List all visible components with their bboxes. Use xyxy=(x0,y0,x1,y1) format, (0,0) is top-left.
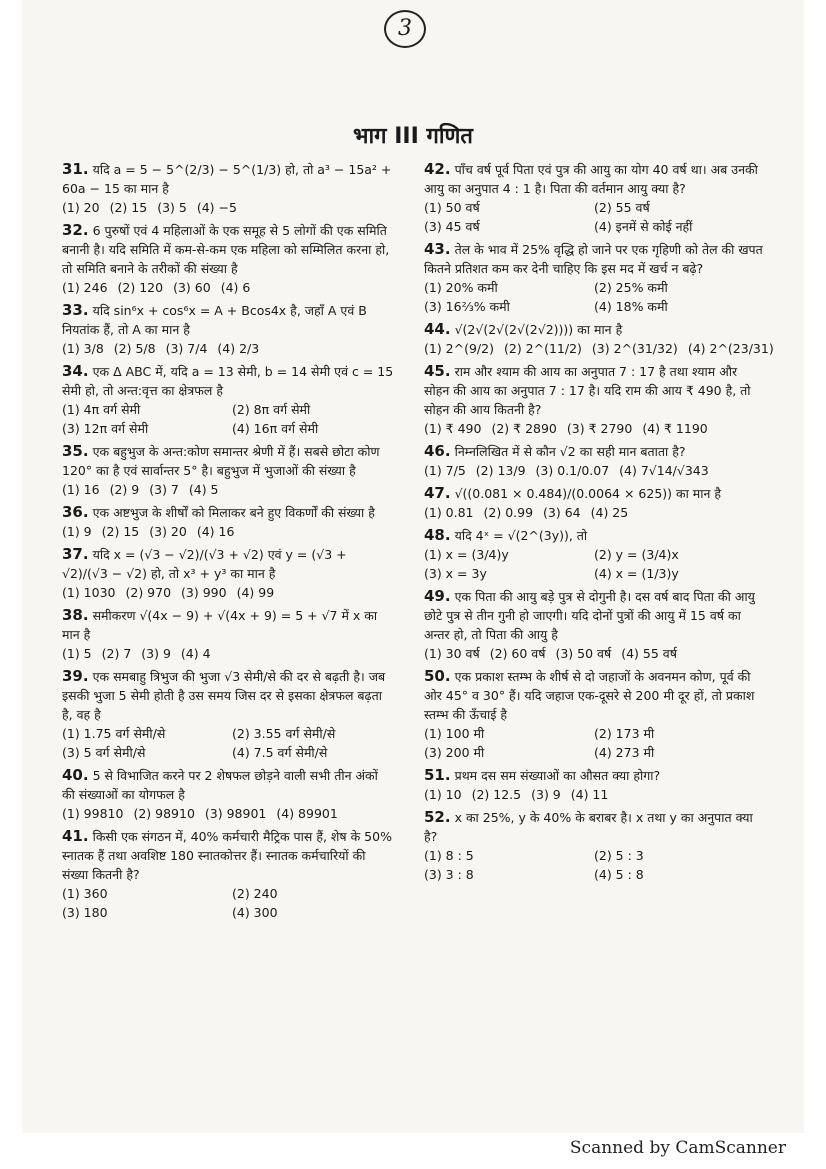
question-text: √((0.081 × 0.484)/(0.0064 × 625)) का मान है xyxy=(454,486,722,501)
question-42 xyxy=(424,160,764,236)
answer-option: (3) 200 मी xyxy=(424,745,485,760)
answer-option: (4) 7√14/√343 xyxy=(619,463,709,478)
page-number-circle: 3 xyxy=(384,10,426,48)
answer-option: (1) 50 वर्ष xyxy=(424,200,480,215)
answer-option: (4) 99 xyxy=(236,585,275,600)
options-list xyxy=(424,339,774,358)
question-text: एक बहुभुज के अन्त:कोण समान्तर श्रेणी में हैं। सबसे छोटा कोण 120° का है एवं सार्वान्तर 5° है। बहुभुज में भुजाओं की संख्या है xyxy=(62,444,380,478)
question-48 xyxy=(424,526,764,583)
answer-option: (1) 9 xyxy=(62,524,92,539)
question-number: 32. xyxy=(62,221,89,239)
answer-option: (3) 64 xyxy=(543,505,581,520)
answer-option: (4) 2/3 xyxy=(217,341,260,356)
answer-option: (1) 246 xyxy=(62,280,108,295)
question-text: राम और श्याम की आय का अनुपात 7 : 17 है तथा श्याम और सोहन की आय का अनुपात 7 : 17 है। यदि राम की आय ₹ 490 है, तो सोहन की आय कितनी है? xyxy=(424,364,751,417)
options-list xyxy=(424,724,764,762)
answer-option: (2) 12.5 xyxy=(471,787,522,802)
options-list xyxy=(62,522,394,541)
answer-option: (3) 45 वर्ष xyxy=(424,219,480,234)
answer-option: (1) 30 वर्ष xyxy=(424,646,480,661)
answer-option: (4) इनमें से कोई नहीं xyxy=(594,219,693,234)
answer-option: (2) 120 xyxy=(117,280,164,295)
answer-option: (1) 99810 xyxy=(62,806,124,821)
question-49 xyxy=(424,587,764,663)
answer-option: (3) 7/4 xyxy=(165,341,208,356)
answer-option: (4) 273 मी xyxy=(594,745,655,760)
options-list xyxy=(62,278,394,297)
question-39 xyxy=(62,667,394,762)
options-list xyxy=(62,480,394,499)
answer-option: (2) 7 xyxy=(101,646,132,661)
answer-option: (2) 15 xyxy=(101,524,140,539)
left-column xyxy=(62,160,394,926)
answer-option: (3) 2^(31/32) xyxy=(591,341,678,356)
answer-option: (4) 5 : 8 xyxy=(594,867,644,882)
answer-option: (1) 2^(9/2) xyxy=(424,341,494,356)
options-list xyxy=(62,583,394,602)
answer-option: (3) 0.1/0.07 xyxy=(535,463,610,478)
answer-option: (4) 89901 xyxy=(276,806,338,821)
answer-option: (2) 13/9 xyxy=(475,463,526,478)
question-number: 46. xyxy=(424,442,451,460)
answer-option: (2) 15 xyxy=(109,200,148,215)
answer-option: (1) 3/8 xyxy=(62,341,104,356)
answer-option: (1) 7/5 xyxy=(424,463,466,478)
answer-option: (4) 16 xyxy=(196,524,235,539)
question-43 xyxy=(424,240,764,316)
question-number: 41. xyxy=(62,827,89,845)
answer-option: (2) 55 वर्ष xyxy=(594,200,650,215)
options-list xyxy=(424,503,764,522)
question-45 xyxy=(424,362,764,438)
question-text: किसी एक संगठन में, 40% कर्मचारी मैट्रिक पास हैं, शेष के 50% स्नातक हैं तथा अवशिष्ट 180 स्नातकोत्तर हैं। स्नातक कर्मचारियों की संख्या कितनी है? xyxy=(62,829,392,882)
answer-option: (2) 5 : 3 xyxy=(594,848,644,863)
answer-option: (1) 5 xyxy=(62,646,92,661)
options-list xyxy=(424,278,764,316)
question-34 xyxy=(62,362,394,438)
question-36 xyxy=(62,503,394,541)
answer-option: (1) 0.81 xyxy=(424,505,474,520)
answer-option: (3) 20 xyxy=(149,524,187,539)
question-number: 51. xyxy=(424,766,451,784)
question-number: 35. xyxy=(62,442,89,460)
answer-option: (3) 5 xyxy=(157,200,187,215)
answer-option: (4) 16π वर्ग सेमी xyxy=(232,421,319,436)
answer-option: (2) 98910 xyxy=(133,806,195,821)
answer-option: (1) 1.75 वर्ग सेमी/से xyxy=(62,726,166,741)
question-text: एक अष्टभुज के शीर्षों को मिलाकर बने हुए विकर्णों की संख्या है xyxy=(92,505,375,520)
question-number: 37. xyxy=(62,545,89,563)
question-text: यदि sin⁶x + cos⁶x = A + Bcos4x है, जहाँ A एवं B नियतांक हैं, तो A का मान है xyxy=(62,303,367,337)
answer-option: (4) 7.5 वर्ग सेमी/से xyxy=(232,745,328,760)
question-number: 43. xyxy=(424,240,451,258)
answer-option: (1) 8 : 5 xyxy=(424,848,474,863)
answer-option: (1) 4π वर्ग सेमी xyxy=(62,402,141,417)
answer-option: (2) 173 मी xyxy=(594,726,655,741)
options-list xyxy=(424,461,764,480)
scanner-footer: Scanned by CamScanner xyxy=(569,1138,786,1158)
answer-option: (2) 240 xyxy=(232,886,278,901)
answer-option: (1) 360 xyxy=(62,886,108,901)
answer-option: (3) 3 : 8 xyxy=(424,867,474,882)
question-32 xyxy=(62,221,394,297)
answer-option: (2) 5/8 xyxy=(113,341,156,356)
question-52 xyxy=(424,808,764,884)
answer-option: (4) 6 xyxy=(220,280,251,295)
question-text: एक पिता की आयु बड़े पुत्र से दोगुनी है। दस वर्ष बाद पिता की आयु छोटे पुत्र से तीन गुनी हो जाएगी। यदि दोनों पुत्रों की आयु में 15 वर्ष का अन्तर हो, तो पिता की आयु है xyxy=(424,589,755,642)
question-46 xyxy=(424,442,764,480)
options-list xyxy=(424,419,764,438)
options-list xyxy=(424,545,764,583)
question-number: 31. xyxy=(62,160,89,178)
answer-option: (1) 20 xyxy=(62,200,100,215)
question-text: यदि a = 5 − 5^(2/3) − 5^(1/3) हो, तो a³ − 15a² + 60a − 15 का मान है xyxy=(62,162,392,196)
answer-option: (2) 970 xyxy=(125,585,172,600)
options-list xyxy=(62,884,394,922)
answer-option: (4) 4 xyxy=(180,646,211,661)
answer-option: (4) −5 xyxy=(196,200,237,215)
question-41 xyxy=(62,827,394,922)
answer-option: (2) ₹ 2890 xyxy=(491,421,557,436)
options-list xyxy=(424,785,764,804)
answer-option: (3) 16⅔% कमी xyxy=(424,299,510,314)
answer-option: (2) 2^(11/2) xyxy=(503,341,582,356)
answer-option: (1) 10 xyxy=(424,787,462,802)
answer-option: (3) 180 xyxy=(62,905,108,920)
question-number: 49. xyxy=(424,587,451,605)
answer-option: (3) 5 वर्ग सेमी/से xyxy=(62,745,146,760)
options-list xyxy=(424,846,764,884)
options-list xyxy=(62,400,394,438)
answer-option: (1) x = (3/4)y xyxy=(424,547,509,562)
options-list xyxy=(62,339,394,358)
answer-option: (4) 5 xyxy=(188,482,219,497)
answer-option: (2) 0.99 xyxy=(483,505,534,520)
question-47 xyxy=(424,484,764,522)
answer-option: (3) 9 xyxy=(531,787,561,802)
right-column xyxy=(424,160,774,888)
answer-option: (1) 1030 xyxy=(62,585,116,600)
answer-option: (2) 9 xyxy=(109,482,140,497)
answer-option: (3) 98901 xyxy=(204,806,267,821)
question-text: समीकरण √(4x − 9) + √(4x + 9) = 5 + √7 में x का मान है xyxy=(62,608,378,642)
options-list xyxy=(62,724,394,762)
answer-option: (3) 7 xyxy=(149,482,179,497)
question-number: 45. xyxy=(424,362,451,380)
question-33 xyxy=(62,301,394,358)
answer-option: (4) 18% कमी xyxy=(594,299,668,314)
answer-option: (1) 20% कमी xyxy=(424,280,498,295)
question-text: एक समबाहु त्रिभुज की भुजा √3 सेमी/से की दर से बढ़ती है। जब इसकी भुजा 5 सेमी होती है उस समय जिस दर से इसका क्षेत्रफल बढ़ता है, वह है xyxy=(62,669,386,722)
question-40 xyxy=(62,766,394,823)
answer-option: (3) ₹ 2790 xyxy=(566,421,633,436)
answer-option: (1) 16 xyxy=(62,482,100,497)
question-text: 5 से विभाजित करने पर 2 शेषफल छोड़ने वाली सभी तीन अंकों की संख्याओं का योगफल है xyxy=(62,768,378,802)
question-38 xyxy=(62,606,394,663)
answer-option: (1) ₹ 490 xyxy=(424,421,482,436)
question-51 xyxy=(424,766,764,804)
answer-option: (2) y = (3/4)x xyxy=(594,547,679,562)
question-number: 42. xyxy=(424,160,451,178)
question-text: 6 पुरुषों एवं 4 महिलाओं के एक समूह से 5 लोगों की एक समिति बनानी है। यदि समिति में कम-से-कम एक महिला को सम्मिलित करना हो, तो समिति बनाने के तरीकों की संख्या है xyxy=(62,223,390,276)
question-number: 47. xyxy=(424,484,451,502)
options-list xyxy=(424,198,764,236)
answer-option: (2) 25% कमी xyxy=(594,280,668,295)
options-list xyxy=(62,198,394,217)
question-text: प्रथम दस सम संख्याओं का औसत क्या होगा? xyxy=(454,768,661,783)
options-list xyxy=(424,644,764,663)
answer-option: (1) 100 मी xyxy=(424,726,485,741)
question-31 xyxy=(62,160,394,217)
answer-option: (4) 25 xyxy=(590,505,629,520)
question-50 xyxy=(424,667,764,762)
question-text: यदि 4ˣ = √(2^(3y)), तो xyxy=(454,528,588,543)
answer-option: (4) 11 xyxy=(570,787,609,802)
answer-option: (2) 3.55 वर्ग सेमी/से xyxy=(232,726,336,741)
answer-option: (4) x = (1/3)y xyxy=(594,566,679,581)
answer-option: (4) 2^(23/31) xyxy=(687,341,774,356)
question-44 xyxy=(424,320,774,358)
question-number: 52. xyxy=(424,808,451,826)
question-text: √(2√(2√(2√(2√2)))) का मान है xyxy=(454,322,623,337)
question-number: 44. xyxy=(424,320,451,338)
options-list xyxy=(62,644,394,663)
answer-option: (3) 9 xyxy=(141,646,171,661)
answer-option: (3) 990 xyxy=(181,585,227,600)
question-text: एक प्रकाश स्तम्भ के शीर्ष से दो जहाजों के अवनमन कोण, पूर्व की ओर 45° व 30° हैं। यदि जहाज एक-दूसरे से 200 मी दूर हों, तो प्रकाश स्तम्भ की ऊँचाई है xyxy=(424,669,755,722)
options-list xyxy=(62,804,394,823)
question-text: तेल के भाव में 25% वृद्धि हो जाने पर एक गृहिणी को तेल की खपत कितने प्रतिशत कम कर देनी चाहिए कि इस मद में खर्च न बढ़े? xyxy=(424,242,763,276)
question-35 xyxy=(62,442,394,499)
answer-option: (4) ₹ 1190 xyxy=(642,421,708,436)
answer-option: (4) 300 xyxy=(232,905,278,920)
answer-option: (4) 55 वर्ष xyxy=(621,646,677,661)
question-number: 33. xyxy=(62,301,89,319)
question-37 xyxy=(62,545,394,602)
question-number: 34. xyxy=(62,362,89,380)
question-number: 39. xyxy=(62,667,89,685)
question-number: 38. xyxy=(62,606,89,624)
question-text: यदि x = (√3 − √2)/(√3 + √2) एवं y = (√3 + √2)/(√3 − √2) हो, तो x³ + y³ का मान है xyxy=(62,547,347,581)
question-number: 50. xyxy=(424,667,451,685)
answer-option: (2) 8π वर्ग सेमी xyxy=(232,402,311,417)
section-title: भाग III गणित xyxy=(353,124,473,149)
question-number: 36. xyxy=(62,503,89,521)
question-text: एक Δ ABC में, यदि a = 13 सेमी, b = 14 सेमी एवं c = 15 सेमी हो, तो अन्त:वृत्त का क्षेत्रफल है xyxy=(62,364,394,398)
question-text: पाँच वर्ष पूर्व पिता एवं पुत्र की आयु का योग 40 वर्ष था। अब उनकी आयु का अनुपात 4 : 1 है। पिता की वर्तमान आयु क्या है? xyxy=(424,162,758,196)
question-number: 48. xyxy=(424,526,451,544)
question-number: 40. xyxy=(62,766,89,784)
question-text: निम्नलिखित में से कौन √2 का सही मान बताता है? xyxy=(454,444,686,459)
answer-option: (3) x = 3y xyxy=(424,566,487,581)
answer-option: (3) 50 वर्ष xyxy=(555,646,612,661)
question-text: x का 25%, y के 40% के बराबर है। x तथा y का अनुपात क्या है? xyxy=(424,810,753,844)
answer-option: (3) 12π वर्ग सेमी xyxy=(62,421,149,436)
answer-option: (2) 60 वर्ष xyxy=(489,646,546,661)
answer-option: (3) 60 xyxy=(173,280,211,295)
